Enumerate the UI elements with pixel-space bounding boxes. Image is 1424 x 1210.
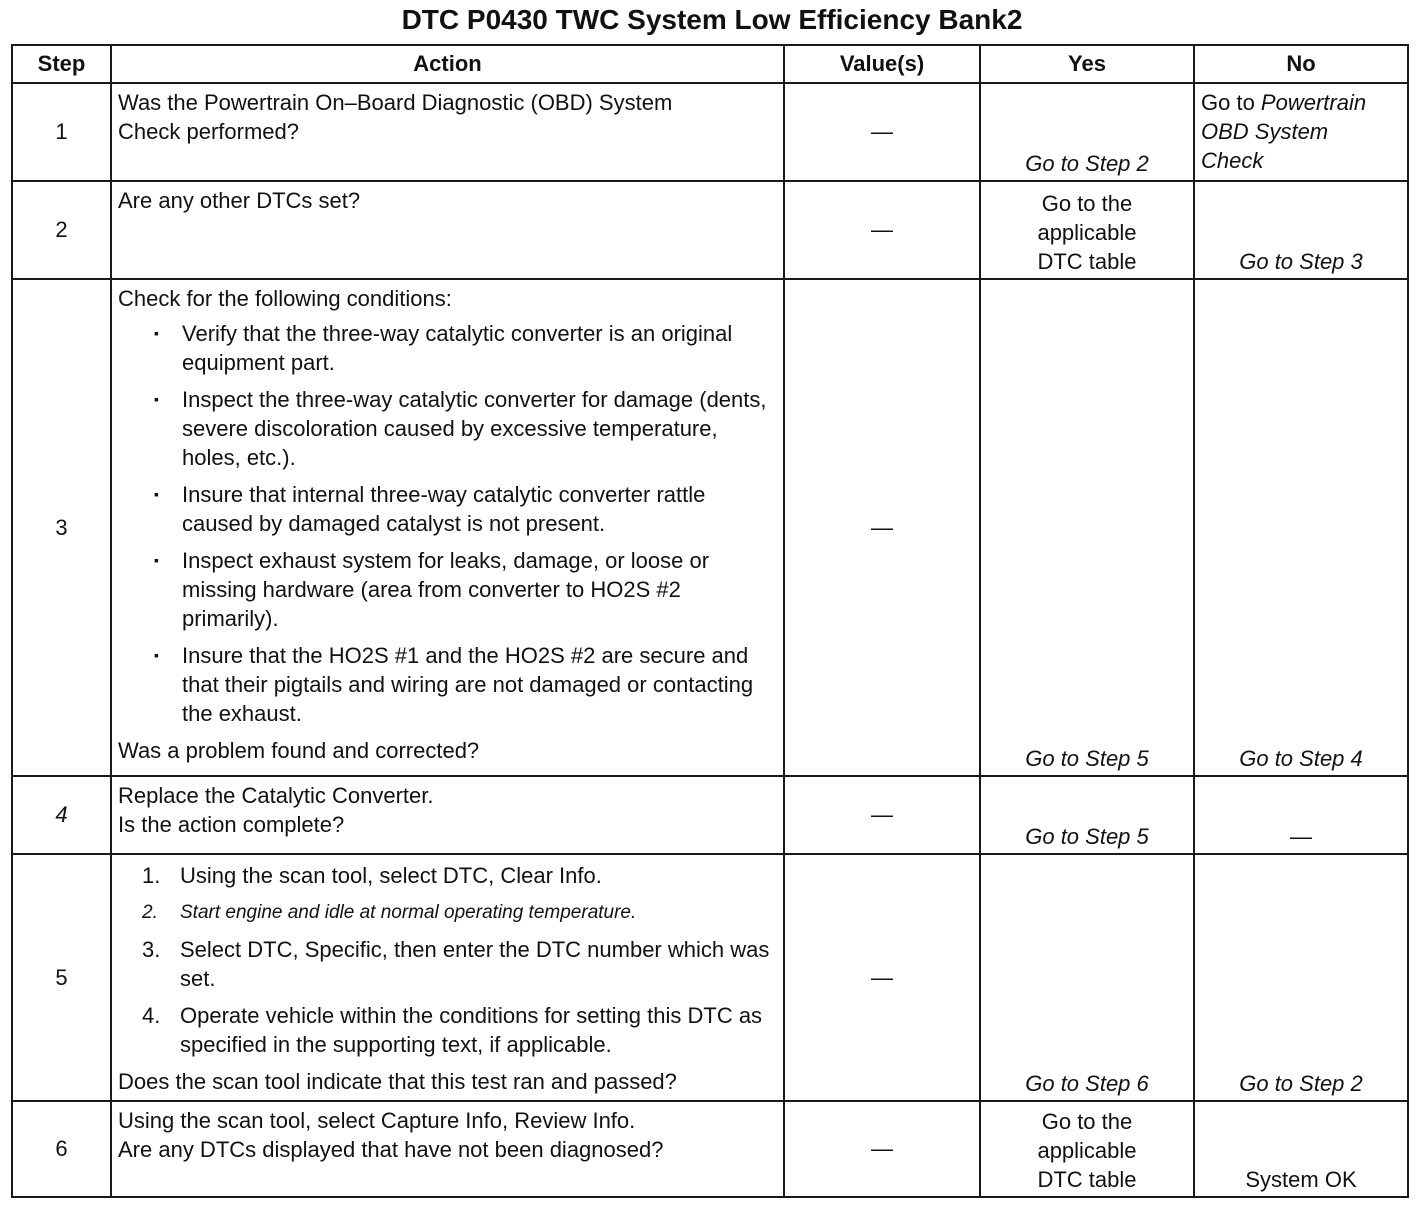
header-step: Step [12,45,111,83]
list-text: Start engine and idle at normal operating temperature. [180,902,637,923]
action-question: Are any DTCs displayed that have not been diagnosed? [118,1137,664,1162]
step-number: 5 [12,854,111,1101]
yes-cell [980,181,1194,279]
table-row [12,776,1408,854]
action-text: Are any other DTCs set? [118,188,361,213]
list-item: ▪ Inspect the three-way catalytic converter for damage (dents, severe discoloration caused by excessive temperature, holes, etc.). [118,385,779,472]
list-item: ▪ Inspect exhaust system for leaks, damage, or loose or missing hardware (area from converter to HO2S #2 primarily). [118,546,779,633]
list-number: 1. [142,863,161,888]
yes-cell [980,1101,1194,1197]
yes-text: DTC table [1037,249,1137,274]
action-question: Was a problem found and corrected? [118,738,480,763]
value-cell: — [784,854,980,1101]
no-text: — [1290,824,1312,849]
action-cell [111,776,784,854]
list-text: Select DTC, Specific, then enter the DTC number which was set. [180,937,770,991]
header-values: Value(s) [784,45,980,83]
action-cell [111,854,784,1101]
table-row [12,181,1408,279]
list-item: ▪ Insure that internal three-way catalytic converter rattle caused by damaged catalyst is not present. [118,480,779,538]
action-text: Was the Powertrain On–Board Diagnostic (OBD) System [118,90,673,115]
goto-link[interactable]: Go to Step 5 [1025,824,1149,849]
yes-text: applicable [1037,220,1137,245]
goto-link[interactable]: Go to Step 2 [1025,151,1149,176]
action-cell [111,181,784,279]
yes-cell [980,83,1194,181]
step-number: 6 [12,1101,111,1197]
no-text: System OK [1245,1167,1357,1192]
step-number: 1 [12,83,111,181]
step-number: 4 [12,776,111,854]
yes-text: applicable [1037,1138,1137,1163]
list-text: Using the scan tool, select DTC, Clear Info. [180,863,602,888]
procedure-list [118,861,779,1059]
step-number: 3 [12,279,111,776]
list-number: 2. [142,902,158,923]
action-question: Is the action complete? [118,812,345,837]
value-cell: — [784,181,980,279]
page-title: DTC P0430 TWC System Low Efficiency Bank2 [401,4,1023,35]
action-cell [111,279,784,776]
table-row [12,279,1408,776]
step-number: 2 [12,181,111,279]
table-header-row [12,45,1408,83]
yes-cell [980,279,1194,776]
diagnostic-table [11,44,1409,1198]
list-item [118,1001,779,1059]
list-number: 4. [142,1003,161,1028]
yes-cell [980,854,1194,1101]
table-row [12,854,1408,1101]
action-cell [111,83,784,181]
list-item [118,935,779,993]
action-text: Replace the Catalytic Converter. [118,783,434,808]
no-cell [1194,181,1408,279]
action-text: Check performed? [118,119,299,144]
table-row [12,1101,1408,1197]
no-cell [1194,83,1408,181]
header-action: Action [111,45,784,83]
goto-link[interactable]: Powertrain [1260,90,1367,115]
list-item [118,898,779,927]
goto-link[interactable]: Go to Step 6 [1025,1071,1149,1096]
no-cell [1194,776,1408,854]
value-cell: — [784,83,980,181]
no-text: Go to [1201,90,1261,115]
list-text: Operate vehicle within the conditions for setting this DTC as specified in the supporting text, if applicable. [180,1003,763,1057]
header-no: No [1194,45,1408,83]
list-item: ▪ Insure that the HO2S #1 and the HO2S #2 are secure and that their pigtails and wiring are not damaged or contacting the exhaust. [118,641,779,728]
action-text: Check for the following conditions: [118,286,452,311]
goto-link[interactable]: Go to Step 5 [1025,746,1149,771]
no-cell [1194,854,1408,1101]
goto-link[interactable]: Check [1201,148,1264,173]
yes-text: DTC table [1037,1167,1137,1192]
goto-link[interactable]: Go to Step 3 [1239,249,1363,274]
list-number: 3. [142,937,161,962]
goto-link[interactable]: Go to Step 4 [1239,746,1363,771]
header-yes: Yes [980,45,1194,83]
list-item [118,861,779,890]
no-cell [1194,279,1408,776]
no-cell [1194,1101,1408,1197]
value-cell: — [784,1101,980,1197]
value-cell: — [784,279,980,776]
yes-text: Go to the [1041,191,1133,216]
action-text: Using the scan tool, select Capture Info, Review Info. [118,1108,636,1133]
value-cell: — [784,776,980,854]
list-item: ▪ Verify that the three-way catalytic converter is an original equipment part. [118,319,779,377]
goto-link[interactable]: OBD System [1201,119,1329,144]
action-question: Does the scan tool indicate that this test ran and passed? [118,1069,677,1094]
goto-link[interactable]: Go to Step 2 [1239,1071,1363,1096]
yes-cell [980,776,1194,854]
yes-text: Go to the [1041,1109,1133,1134]
table-row [12,83,1408,181]
action-cell [111,1101,784,1197]
condition-list [118,319,779,728]
